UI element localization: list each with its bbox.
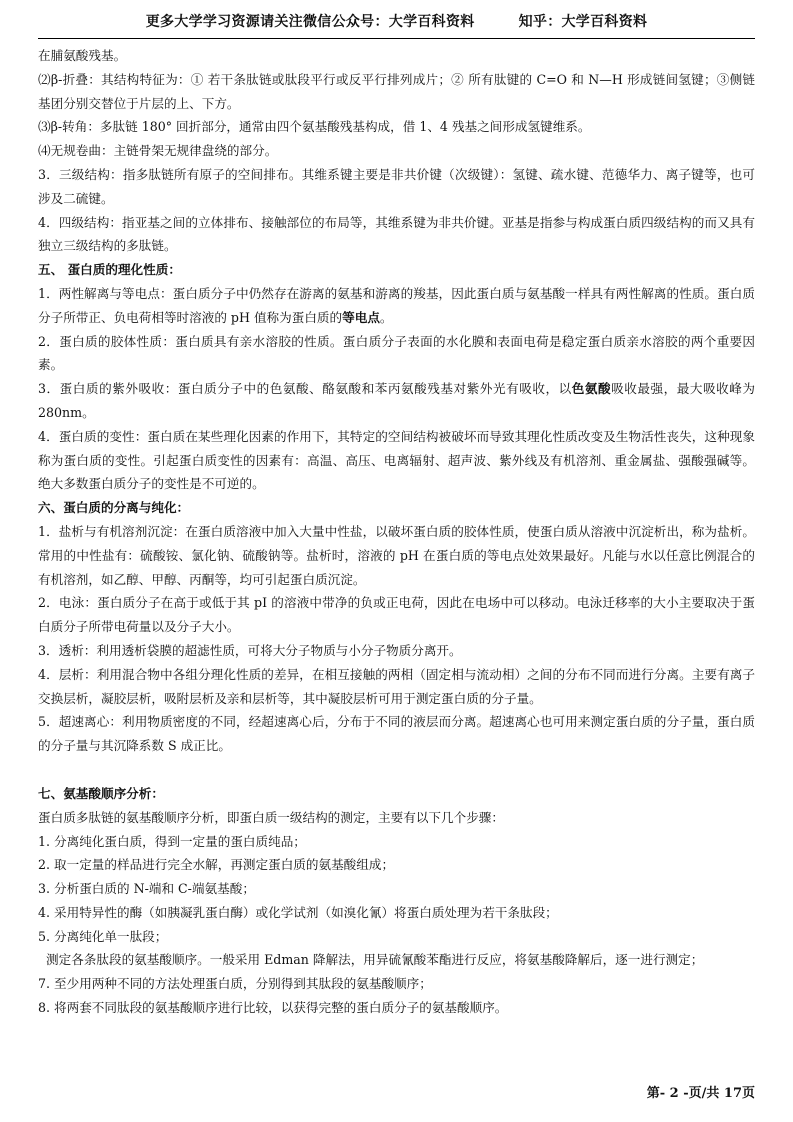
paragraph: 4．蛋白质的变性：蛋白质在某些理化因素的作用下，其特定的空间结构被破坏而导致其理化性质改变及生物活性丧失，这种现象称为蛋白质的变性。引起蛋白质变性的因素有：高温、高压、电离辐射、超声波、紫外线及有机溶剂、重金属盐、强酸强碱等。绝大多数蛋白质分子的变性是不可逆的。 bbox=[38, 428, 755, 492]
section-heading-5: 五、 蛋白质的理化性质： bbox=[38, 262, 181, 278]
paragraph: ⑷无规卷曲：主链骨架无规律盘绕的部分。 bbox=[38, 143, 278, 159]
list-item: 2. 取一定量的样品进行完全水解，再测定蛋白质的氨基酸组成； bbox=[38, 857, 395, 873]
document-body bbox=[38, 44, 755, 1020]
page-number: 第- 2 -页/共 17页 bbox=[646, 1086, 755, 1101]
paragraph: 4．四级结构：指亚基之间的立体排布、接触部位的布局等，其维系键为非共价键。亚基是指参与构成蛋白质四级结构的而又具有独立三级结构的多肽链。 bbox=[38, 214, 755, 254]
paragraph: 2．蛋白质的胶体性质：蛋白质具有亲水溶胶的性质。蛋白质分子表面的水化膜和表面电荷是稳定蛋白质亲水溶胶的两个重要因素。 bbox=[38, 333, 755, 373]
paragraph: 3．透析：利用透析袋膜的超滤性质，可将大分子物质与小分子物质分离开。 bbox=[38, 642, 462, 658]
paragraph: 4．层析：利用混合物中各组分理化性质的差异，在相互接触的两相（固定相与流动相）之间的分布不同而进行分离。主要有离子交换层析，凝胶层析，吸附层析及亲和层析等，其中凝胶层析可用于测定蛋白质的分子量。 bbox=[38, 666, 755, 706]
list-item: 7. 至少用两种不同的方法处理蛋白质，分别得到其肽段的氨基酸顺序； bbox=[38, 976, 432, 992]
paragraph: 蛋白质多肽链的氨基酸顺序分析，即蛋白质一级结构的测定，主要有以下几个步骤： bbox=[38, 809, 504, 825]
paragraph: 在脯氨酸残基。 bbox=[38, 48, 127, 63]
list-item: 1. 分离纯化蛋白质，得到一定量的蛋白质纯品； bbox=[38, 833, 306, 849]
paragraph: 3．三级结构：指多肽链所有原子的空间排布。其维系键主要是非共价键（次级键）：氢键、疏水键、范德华力、离子键等，也可涉及二硫键。 bbox=[38, 166, 755, 206]
paragraph bbox=[38, 377, 755, 425]
paragraph: ⑶β-转角：多肽链 180° 回折部分，通常由四个氨基酸残基构成，借 1、4 残基之间形成氢键维系。 bbox=[38, 119, 591, 135]
text-run: 。 bbox=[379, 309, 393, 325]
list-item: 5. 分离纯化单一肽段； bbox=[38, 928, 168, 944]
paragraph: 5．超速离心：利用物质密度的不同，经超速离心后，分布于不同的液层而分离。超速离心也可用来测定蛋白质的分子量，蛋白质的分子量与其沉降系数 S 成正比。 bbox=[38, 714, 755, 754]
page-header bbox=[38, 12, 755, 32]
section-heading-6: 六、蛋白质的分离与纯化： bbox=[38, 500, 190, 516]
blank-line bbox=[38, 758, 755, 782]
text-run: 吸收最强，最大吸收峰为 280nm。 bbox=[38, 381, 756, 420]
header-zhihu-text: 知乎：大学百科资料 bbox=[518, 14, 648, 30]
list-item: 测定各条肽段的氨基酸顺序。一般采用 Edman 降解法，用异硫氰酸苯酯进行反应，将氨基酸降解后，逐一进行测定； bbox=[46, 952, 704, 968]
section-heading-7: 七、氨基酸顺序分析： bbox=[38, 785, 164, 801]
paragraph: ⑵β-折叠：其结构特征为：① 若干条肽链或肽段平行或反平行排列成片；② 所有肽键的 C=O 和 N—H 形成链间氢键；③侧链基团分别交替位于片层的上、下方。 bbox=[38, 71, 755, 111]
paragraph: 2．电泳：蛋白质分子在高于或低于其 pI 的溶液中带净的负或正电荷，因此在电场中可以移动。电泳迁移率的大小主要取决于蛋白质分子所带电荷量以及分子大小。 bbox=[38, 595, 755, 635]
list-item: 4. 采用特异性的酶（如胰凝乳蛋白酶）或化学试剂（如溴化氰）将蛋白质处理为若干条肽段； bbox=[38, 904, 558, 920]
bold-term-tryptophan: 色氨酸 bbox=[571, 381, 612, 397]
text-run: 3．蛋白质的紫外吸收：蛋白质分子中的色氨酸、酪氨酸和苯丙氨酸残基对紫外光有吸收，以 bbox=[38, 381, 572, 397]
header-rule bbox=[38, 38, 755, 39]
list-item: 8. 将两套不同肽段的氨基酸顺序进行比较，以获得完整的蛋白质分子的氨基酸顺序。 bbox=[38, 1000, 508, 1016]
list-item: 3. 分析蛋白质的 N-端和 C-端氨基酸； bbox=[38, 881, 255, 897]
text-run: 1．两性解离与等电点：蛋白质分子中仍然存在游离的氨基和游离的羧基，因此蛋白质与氨基酸一样具有两性解离的性质。蛋白质分子所带正、负电荷相等时溶液的 pH 值称为蛋白质的 bbox=[38, 285, 755, 325]
bold-term-isoelectric-point: 等电点 bbox=[342, 309, 380, 325]
paragraph: 1．盐析与有机溶剂沉淀：在蛋白质溶液中加入大量中性盐，以破坏蛋白质的胶体性质，使蛋白质从溶液中沉淀析出，称为盐析。常用的中性盐有：硫酸铵、氯化钠、硫酸钠等。盐析时，溶液的 pH 在蛋白质的等电点处效果最好。凡能与水以任意比例混合的有机溶剂，如乙醇、甲醇、丙酮等，均可引起蛋白质沉淀。 bbox=[38, 523, 755, 587]
paragraph bbox=[38, 282, 755, 330]
header-wechat-text: 更多大学学习资源请关注微信公众号：大学百科资料 bbox=[145, 14, 475, 30]
